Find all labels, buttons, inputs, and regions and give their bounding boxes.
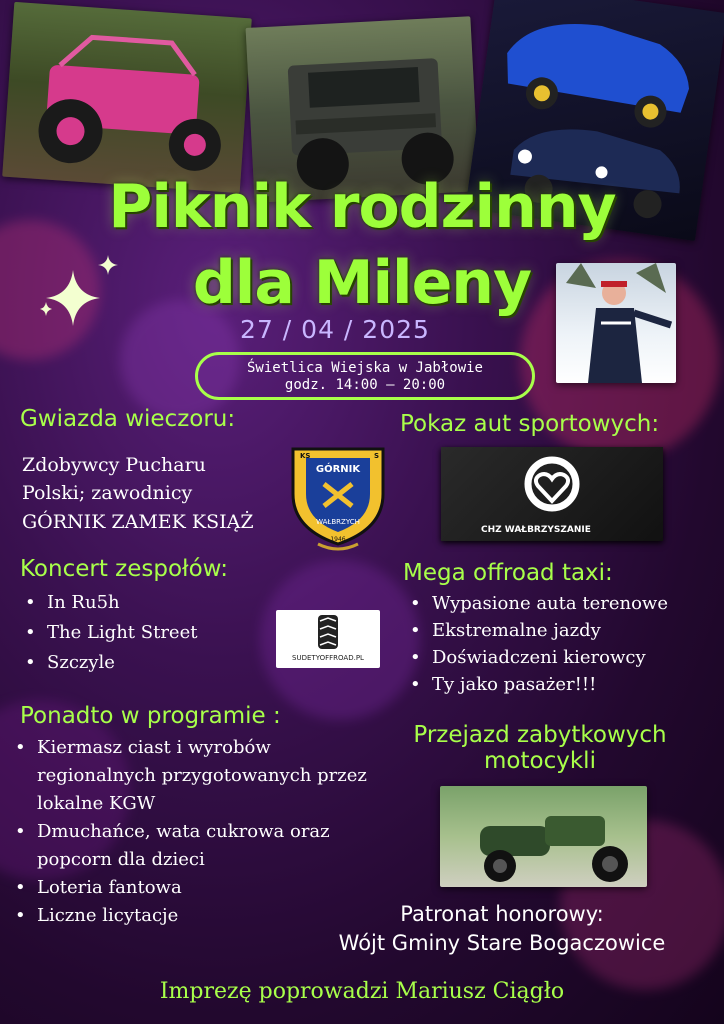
venue-hours: godz. 14:00 – 20:00 bbox=[284, 377, 446, 393]
sport-heading: Pokaz aut sportowych: bbox=[400, 411, 660, 437]
sudety-label: SUDETYOFFROAD.PL bbox=[292, 654, 364, 662]
chz-label: CHZ WAŁBRZYSZANIE bbox=[481, 525, 591, 535]
motorcycle-photo bbox=[440, 786, 647, 887]
buggy-photo bbox=[2, 2, 252, 193]
tire-icon bbox=[314, 613, 342, 651]
event-date: 27 / 04 / 2025 bbox=[240, 315, 430, 344]
star-heading: Gwiazda wieczoru: bbox=[20, 406, 236, 432]
list-item: • Doświadczeni kierowcy bbox=[410, 644, 668, 671]
host-line: Imprezę poprowadzi Mariusz Ciągło bbox=[159, 979, 565, 1004]
list-item: • Wypasione auta terenowe bbox=[410, 590, 668, 617]
list-item: • Kiermasz ciast i wyrobów regionalnych przygotowanych przez lokalne KGW bbox=[15, 734, 375, 818]
list-item: • The Light Street bbox=[25, 618, 197, 648]
venue-name: Świetlica Wiejska w Jabłowie bbox=[246, 360, 483, 376]
list-item: • Ty jako pasażer!!! bbox=[410, 671, 668, 698]
milena-photo bbox=[556, 263, 676, 383]
gornik-logo bbox=[288, 444, 388, 554]
patron-line-1: Patronat honorowy: bbox=[400, 902, 604, 926]
gornik-top-text: GÓRNIK bbox=[315, 464, 361, 475]
patron-line-2: Wójt Gminy Stare Bogaczowice bbox=[338, 931, 666, 955]
chz-emblem-icon bbox=[523, 455, 581, 513]
list-item: • Dmuchańce, wata cukrowa oraz popcorn dla dzieci bbox=[15, 818, 375, 874]
venue-pill bbox=[195, 352, 535, 400]
extra-heading: Ponadto w programie : bbox=[20, 703, 281, 729]
list-item: • Loteria fantowa bbox=[15, 874, 375, 902]
sudety-logo bbox=[276, 610, 380, 668]
taxi-list bbox=[410, 590, 668, 698]
list-item: • In Ru5h bbox=[25, 588, 197, 618]
chz-logo-box bbox=[441, 447, 663, 541]
star-line-2: Polski; zawodnicy bbox=[22, 482, 193, 504]
moto-heading: Przejazd zabytkowych motocykli bbox=[413, 722, 667, 774]
band-list bbox=[25, 588, 197, 678]
star-line-1: Zdobywcy Pucharu bbox=[22, 454, 206, 476]
list-item: • Ekstremalne jazdy bbox=[410, 617, 668, 644]
title-line-1: Piknik rodzinny bbox=[108, 172, 616, 242]
title-line-2: dla Mileny bbox=[192, 248, 532, 318]
gornik-year: 1946 bbox=[330, 536, 346, 543]
concert-heading: Koncert zespołów: bbox=[20, 556, 228, 582]
gornik-left-text: KS bbox=[300, 452, 311, 460]
star-line-3: GÓRNIK ZAMEK KSIĄŻ bbox=[22, 511, 254, 533]
taxi-heading: Mega offroad taxi: bbox=[403, 560, 613, 586]
list-item: • Szczyle bbox=[25, 648, 197, 678]
gornik-bottom-text: WAŁBRZYCH bbox=[316, 518, 360, 526]
gornik-right-text: S bbox=[374, 452, 380, 460]
list-item: • Liczne licytacje bbox=[15, 902, 375, 930]
extra-list bbox=[15, 734, 375, 930]
